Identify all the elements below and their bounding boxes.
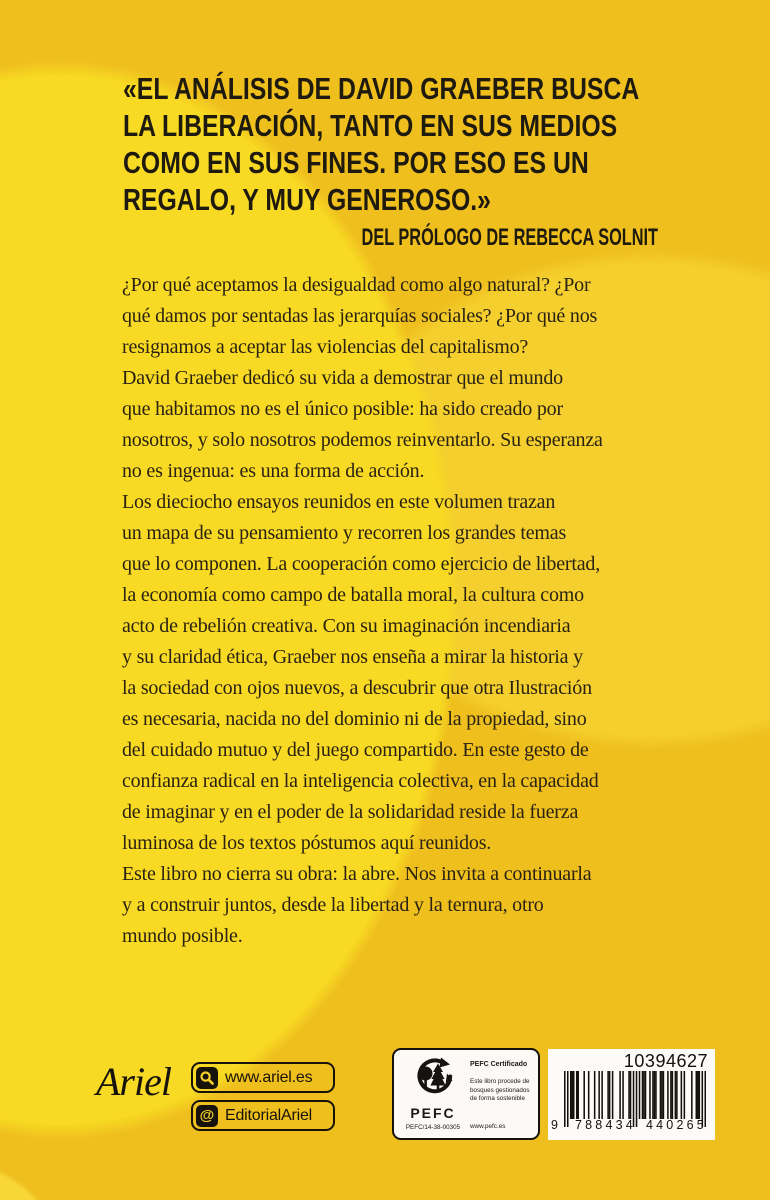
barcode-product-code: 10394627: [623, 1051, 708, 1071]
synopsis-line: luminosa de los textos póstumos aquí reunidos.: [122, 832, 492, 854]
synopsis-line: y a construir juntos, desde la libertad y la ternura, otro: [122, 894, 544, 916]
synopsis-line: nosotros, y solo nosotros podemos reinventarlo. Su esperanza: [122, 429, 603, 451]
synopsis-line: y su claridad ética, Graeber nos enseña a mirar la historia y: [122, 646, 583, 668]
publisher-links: [191, 1062, 335, 1131]
ean-right-group: 440265: [646, 1118, 707, 1132]
praise-quote: [123, 70, 768, 218]
synopsis-line: David Graeber dedicó su vida a demostrar que el mundo: [122, 367, 563, 389]
synopsis-line: mundo posible.: [122, 925, 243, 947]
synopsis-line: un mapa de su pensamiento y recorren los grandes temas: [122, 522, 567, 544]
synopsis-text: [122, 270, 603, 952]
ean-left-group: 788434: [575, 1118, 636, 1132]
synopsis-line: resignamos a aceptar las violencias del capitalismo?: [122, 336, 529, 358]
pefc-website: www.pefc.es: [470, 1123, 506, 1130]
pefc-description-line: de forma sostenible: [470, 1095, 525, 1103]
quote-line: «EL ANÁLISIS DE DAVID GRAEBER BUSCA: [123, 71, 640, 106]
synopsis-line: ¿Por qué aceptamos la desigualdad como algo natural? ¿Por: [122, 274, 591, 296]
barcode-panel: [548, 1049, 715, 1140]
synopsis-line: que habitamos no es el único posible: ha sido creado por: [122, 398, 563, 420]
website-pill: [191, 1062, 335, 1093]
ean-first-digit: 9: [551, 1118, 562, 1132]
social-handle: EditorialAriel: [225, 1106, 313, 1124]
quote-line: COMO EN SUS FINES. POR ESO ES UN: [123, 145, 589, 180]
synopsis-line: es necesaria, nacida no del dominio ni de la propiedad, sino: [122, 708, 587, 730]
pefc-description: [470, 1078, 532, 1104]
pefc-right-column: [465, 1055, 532, 1134]
quote-attribution: DEL PRÓLOGO DE REBECCA SOLNIT: [361, 224, 658, 251]
pefc-description-line: Este libro procede de: [470, 1078, 530, 1085]
at-icon: @: [196, 1105, 218, 1127]
synopsis-line: de imaginar y en el poder de la solidaridad reside la fuerza: [122, 801, 579, 823]
quote-line: REGALO, Y MUY GENEROSO.»: [123, 182, 491, 217]
synopsis-line: Los dieciocho ensayos reunidos en este volumen trazan: [122, 491, 556, 513]
synopsis-line: la economía como campo de batalla moral, la cultura como: [122, 584, 584, 606]
synopsis-line: del cuidado mutuo y del juego compartido. En este gesto de: [122, 739, 589, 761]
synopsis-line: qué damos por sentadas las jerarquías sociales? ¿Por qué nos: [122, 305, 598, 327]
pefc-license-code: PEFC/14-38-00305: [405, 1124, 461, 1131]
synopsis-line: que lo componen. La cooperación como ejercicio de libertad,: [122, 553, 600, 575]
synopsis-line: confianza radical en la inteligencia colectiva, en la capacidad: [122, 770, 599, 792]
pefc-description-line: bosques gestionados: [470, 1086, 530, 1094]
quote-line: LA LIBERACIÓN, TANTO EN SUS MEDIOS: [123, 108, 618, 143]
social-pill: [191, 1100, 335, 1131]
pefc-certification-label: [392, 1048, 540, 1140]
ariel-publisher-logo: Ariel: [96, 1059, 171, 1104]
synopsis-line: acto de rebelión creativa. Con su imaginación incendiaria: [122, 615, 571, 637]
synopsis-line: Este libro no cierra su obra: la abre. Nos invita a continuarla: [122, 863, 592, 885]
website-url: www.ariel.es: [225, 1068, 313, 1086]
pefc-left-column: [401, 1055, 465, 1134]
search-icon: [196, 1067, 218, 1089]
synopsis-line: no es ingenua: es una forma de acción.: [122, 460, 425, 482]
synopsis-line: la sociedad con ojos nuevos, a descubrir que otra Ilustración: [122, 677, 592, 699]
pefc-heading: PEFC Certificado: [470, 1061, 528, 1068]
pefc-logo-word: PEFC: [410, 1105, 456, 1121]
pefc-trees-icon: [411, 1056, 455, 1105]
